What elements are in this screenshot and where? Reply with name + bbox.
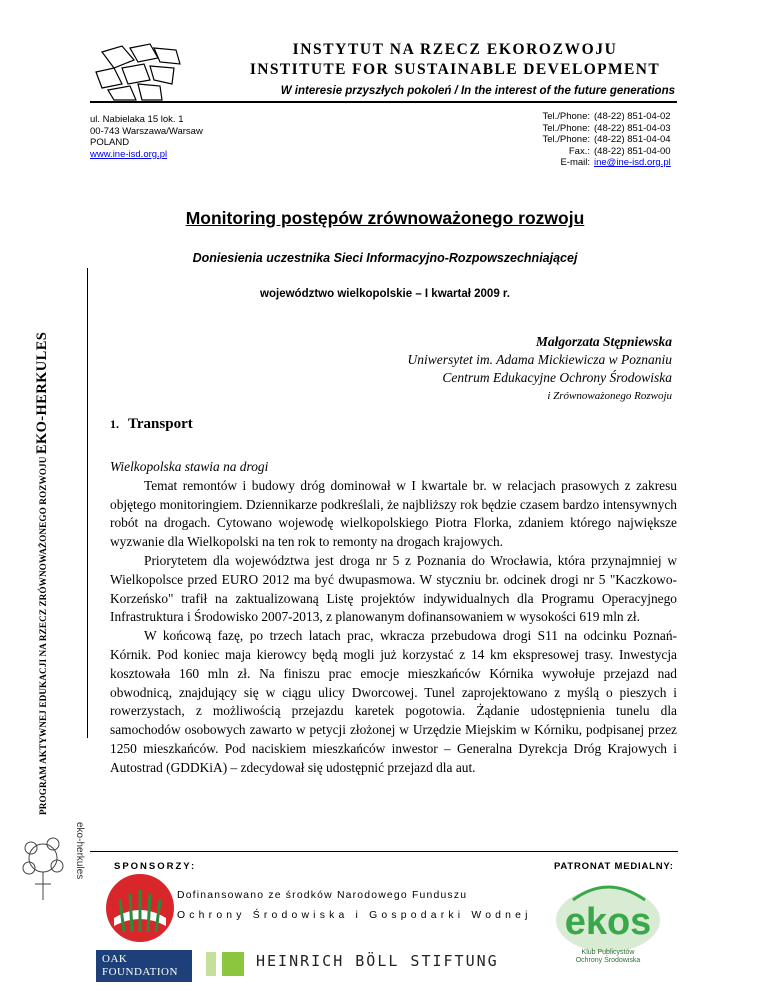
side-brand-text: EKO-HERKULES — [34, 331, 50, 455]
contact-row — [460, 157, 680, 169]
contact-label: E-mail: — [560, 157, 590, 168]
contact-label: Tel./Phone: — [542, 134, 590, 145]
document-region: województwo wielkopolskie – I kwartał 2009 r. — [260, 288, 510, 300]
side-rule — [87, 268, 88, 738]
patron-label: PATRONAT MEDIALNY: — [554, 861, 674, 872]
fund-line-2: Ochrony Środowiska i Gospodarki Wodnej — [177, 910, 532, 921]
institute-logo — [92, 42, 188, 102]
contact-row — [460, 146, 680, 158]
contact-value: (48-22) 851-04-04 — [594, 134, 671, 145]
section-heading — [110, 416, 193, 433]
author-affiliation-3: i Zrównoważonego Rozwoju — [547, 390, 672, 402]
contact-value: (48-22) 851-04-02 — [594, 111, 671, 122]
section-title: Transport — [128, 416, 193, 432]
paragraph: Priorytetem dla województwa jest droga nr 5 z Poznania do Wrocławia, która przynajmniej w Wielkopolsce przed EURO 2012 ma być dwupasmowa. W styczniu br. odcinek drogi nr 5 "Kaczkowo-Korzeńsko" trafił na zaktualizowaną Listę projektów indywidualnych dla Programu Operacyjnego Infrastruktura i Środowisko 2007-2013, z planowanym dofinansowaniem w wysokości 619 mln zł. — [110, 552, 677, 625]
footer-divider — [90, 851, 678, 852]
eko-logo-text: eko-herkules — [74, 822, 85, 880]
author-block — [300, 333, 672, 405]
address-city: 00-743 Warszawa/Warsaw — [90, 125, 203, 137]
contact-row — [460, 134, 680, 146]
address-street: ul. Nabielaka 15 lok. 1 — [90, 114, 184, 125]
side-banner — [33, 195, 53, 815]
institute-name-pl: INSTYTUT NA RZECZ EKOROZWOJU — [292, 41, 618, 58]
institute-name-en: INSTITUTE FOR SUSTAINABLE DEVELOPMENT — [249, 61, 661, 78]
header-divider — [90, 101, 677, 103]
author-affiliation-2: Centrum Edukacyjne Ochrony Środowiska — [442, 370, 672, 385]
ekos-sub-2: Ochrony Środowiska — [575, 957, 641, 964]
website-link[interactable]: www.ine-isd.org.pl — [90, 148, 168, 160]
oak-line-2: FOUNDATION — [102, 966, 178, 978]
paragraph: Temat remontów i budowy dróg dominował w I kwartale br. w relacjach prasowych z zakresu objętego monitoringiem. Dziennikarze podkreślali, że najbliższy rok będzie czasem bardzo intensywnych robót na drogach. Cytowano wojewodę wielkopolskiego Piotra Florka, zdaniem którego największe wyzwanie dla Wielkopolski na ten rok to remonty na drogach krajowych. — [110, 477, 677, 550]
contact-label: Tel./Phone: — [542, 122, 590, 134]
contact-label: Fax.: — [568, 145, 590, 157]
contact-value: (48-22) 851-04-00 — [594, 145, 671, 157]
author-affiliation-1: Uniwersytet im. Adama Mickiewicza w Poznaniu — [407, 352, 672, 367]
contact-row — [460, 111, 680, 123]
contact-row — [460, 123, 680, 135]
document-title: Monitoring postępów zrównoważonego rozwoju — [185, 208, 585, 228]
ekos-logo — [553, 880, 663, 966]
contact-label: Tel./Phone: — [542, 111, 590, 122]
address-block — [90, 114, 203, 160]
ekos-wordmark: ekos — [564, 901, 652, 943]
tagline: W interesie przyszłych pokoleń / In the interest of the future generations — [280, 85, 675, 97]
boell-squares-icon — [206, 952, 246, 976]
paragraph: W końcową fazę, po trzech latach prac, wkracza przebudowa drogi S11 na odcinku Poznań-Kórnik. Pod koniec maja kierowcy będą mogli już korzystać z 14 km ekspresowej trasy. Inwestycja kosztowała 160 mln zł. Na finiszu prac emocje mieszkańców Kórnika wywołuje przejazd nad obwodnicą, znajdujący się w ciągu ulicy Dworcowej. Tunel zaprojektowano z myślą o pieszych i rowerzystach, z możliwością przejazdu karetek pogotowia. Żądanie udostępnienia tunelu dla samochodów osobowych zawarto w petycji złożonej w Urzędzie Miejskim w Kórniku, podpisanej przez 1250 mieszkańców. Pod naciskiem mieszkańców inwestor – Generalna Dyrekcja Dróg Krajowych i Autostrad (GDDKiA) – zdecydował się udostępnić przejazd dla aut. — [110, 628, 677, 775]
document-subtitle: Doniesienia uczestnika Sieci Informacyjno-Rozpowszechniającej — [192, 251, 578, 265]
contact-block — [460, 111, 680, 169]
author-name: Małgorzata Stępniewska — [535, 334, 672, 349]
nfos-logo — [100, 872, 180, 944]
fund-line-1: Dofinansowano ze środków Narodowego Funduszu — [177, 890, 468, 901]
oak-foundation-logo — [96, 950, 192, 982]
lead-heading: Wielkopolska stawia na drogi — [110, 459, 269, 474]
address-country: POLAND — [90, 137, 130, 148]
sponsors-label: SPONSORZY: — [114, 861, 197, 872]
eko-herkules-logo — [17, 818, 83, 918]
oak-line-1: OAK — [102, 953, 128, 965]
body-text — [110, 458, 677, 778]
boell-foundation-logo: HEINRICH BÖLL STIFTUNG — [256, 952, 499, 970]
contact-value: (48-22) 851-04-03 — [594, 122, 671, 134]
side-program-text: PROGRAM AKTYWNEJ EDUKACJI NA RZECZ ZRÓWNOWAŻONEGO ROZWOJU — [38, 454, 48, 815]
email-link[interactable]: ine@ine-isd.org.pl — [594, 157, 671, 168]
ekos-sub-1: Klub Publicystów — [581, 949, 635, 956]
section-number: 1. — [110, 417, 119, 431]
